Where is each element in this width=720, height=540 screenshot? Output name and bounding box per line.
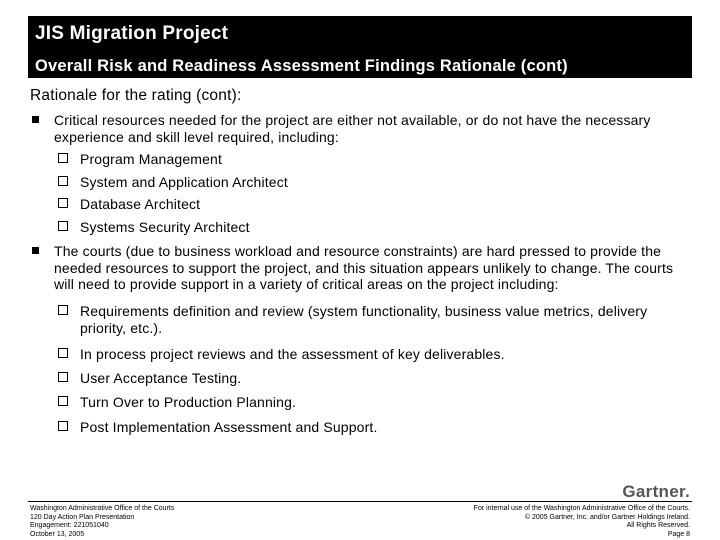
square-bullet-icon bbox=[32, 247, 39, 254]
sub-item-text: System and Application Architect bbox=[80, 174, 288, 190]
sub-item bbox=[58, 394, 688, 411]
sub-item-text: Systems Security Architect bbox=[80, 219, 250, 235]
sub-item-text: Turn Over to Production Planning. bbox=[80, 394, 297, 410]
sub-item bbox=[58, 346, 688, 363]
checkbox-bullet-icon bbox=[58, 305, 68, 315]
footer-right-line: © 2005 Gartner, Inc. and/or Gartner Holdings Ireland. bbox=[524, 513, 690, 521]
slide-subtitle: Overall Risk and Readiness Assessment Findings Rationale (cont) bbox=[35, 57, 568, 75]
sub-item bbox=[58, 419, 688, 436]
footer-left-line: October 13, 2005 bbox=[30, 530, 85, 538]
gartner-logo: Gartner. bbox=[622, 482, 690, 501]
sub-item-text: User Acceptance Testing. bbox=[80, 370, 242, 386]
checkbox-bullet-icon bbox=[58, 372, 68, 382]
bullet-item bbox=[32, 243, 692, 293]
sub-item-text: Database Architect bbox=[80, 196, 201, 212]
checkbox-bullet-icon bbox=[58, 176, 68, 186]
footer-right-line: All Rights Reserved. bbox=[626, 522, 690, 530]
checkbox-bullet-icon bbox=[58, 348, 68, 358]
slide-title: JIS Migration Project bbox=[35, 23, 229, 44]
checkbox-bullet-icon bbox=[58, 153, 68, 163]
footer-left-line: 120 Day Action Plan Presentation bbox=[30, 513, 135, 521]
sub-item-text: Program Management bbox=[80, 151, 222, 167]
sub-item bbox=[58, 174, 688, 191]
bullet-item bbox=[32, 112, 692, 145]
bullet-text: The courts (due to business workload and resource constraints) are hard pressed to provide the needed resources to support the project, and this situation appears unlikely to change. The courts will need to provide support in a variety of critical areas on the project including: bbox=[54, 243, 674, 292]
sub-item-text: Post Implementation Assessment and Support. bbox=[80, 419, 378, 435]
checkbox-bullet-icon bbox=[58, 421, 68, 431]
sub-item bbox=[58, 303, 688, 336]
sub-item bbox=[58, 151, 688, 168]
footer-left-line: Washington Administrative Office of the Courts bbox=[30, 505, 175, 512]
sub-item bbox=[58, 219, 688, 236]
checkbox-bullet-icon bbox=[58, 396, 68, 406]
footer-divider bbox=[28, 501, 692, 502]
bullet-text: Critical resources needed for the project are either not available, or do not have the necessary experience and skill level required, including: bbox=[54, 112, 651, 145]
sub-item-text: In process project reviews and the assessment of key deliverables. bbox=[80, 346, 505, 362]
sub-item-text: Requirements definition and review (system functionality, business value metrics, delivery priority, etc.). bbox=[80, 303, 648, 336]
checkbox-bullet-icon bbox=[58, 198, 68, 208]
rationale-heading: Rationale for the rating (cont): bbox=[30, 87, 242, 104]
footer-left-line: Engagement: 221051040 bbox=[30, 522, 109, 530]
footer-right bbox=[474, 505, 690, 539]
footer-left bbox=[30, 505, 174, 539]
page-number: Page 8 bbox=[667, 530, 690, 538]
sub-item bbox=[58, 196, 688, 213]
square-bullet-icon bbox=[32, 116, 39, 123]
sub-item bbox=[58, 370, 688, 387]
slide-header bbox=[28, 16, 692, 78]
checkbox-bullet-icon bbox=[58, 221, 68, 231]
footer-right-line: For internal use of the Washington Administrative Office of the Courts. bbox=[473, 505, 690, 512]
